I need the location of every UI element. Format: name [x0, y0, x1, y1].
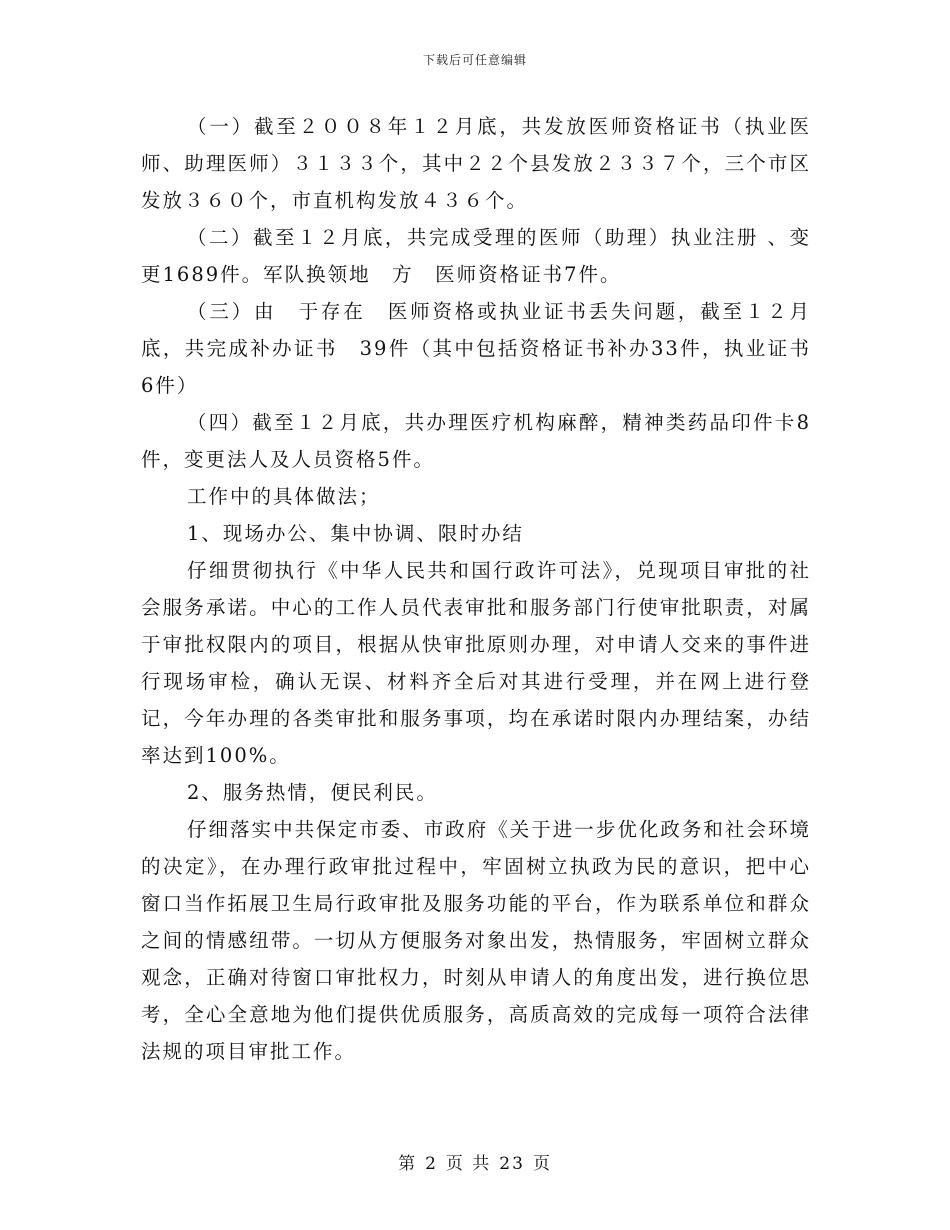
paragraph-2: （二）截至１２月底，共完成受理的医师（助理）执业注册 、变更1689件。军队换领地 方 医师资格证书7件。 [141, 226, 811, 286]
paragraph-9: 仔细落实中共保定市委、市政府《关于进一步优化政务和社会环境的决定》，在办理行政审批过程中，牢固树立执政为民的意识，把中心窗口当作拓展卫生局行政审批及服务功能的平台，作为联系单位和群众之间的情感纽带。一切从方便服务对象出发，热情服务，牢固树立群众观念，正确对待窗口审批权力，时刻从申请人的角度出发，进行换位思考，全心全意地为他们提供优质服务，高质高效的完成每一项符合法律法规的项目审批工作。 [141, 818, 811, 1063]
paragraph-4: （四）截至１２月底，共办理医疗机构麻醉，精神类药品印件卡8 件，变更法人及人员资格5件。 [141, 411, 811, 471]
paragraph-8: 2、服务热情，便民利民。 [187, 781, 438, 804]
paragraph-6: 1、现场办公、集中协调、限时办结 [187, 522, 524, 545]
page-prefix: 第 [398, 1154, 418, 1174]
document-body [141, 108, 811, 1070]
page-header: 下载后可任意编辑 [422, 53, 527, 67]
paragraph-5: 工作中的具体做法； [187, 485, 381, 508]
page-number: 2 [425, 1154, 438, 1174]
page-total: 23 [499, 1154, 525, 1174]
paragraph-7: 仔细贯彻执行《中华人民共和国行政许可法》，兑现项目审批的社会服务承诺。中心的工作人员代表审批和服务部门行使审批职责，对属于审批权限内的项目，根据从快审批原则办理，对申请人交来的事件进行现场审检，确认无误、材料齐全后对其进行受理，并在网上进行登记，今年办理的各类审批和服务事项，均在承诺时限内办理结案，办结率达到100%。 [141, 559, 811, 767]
paragraph-3: （三）由 于存在 医师资格或执业证书丢失问题，截至１２月底，共完成补办证书 39件（其中包括资格证书补办33件，执业证书6件） [141, 300, 811, 397]
page-middle: 页 共 [445, 1154, 492, 1174]
page-suffix: 页 [532, 1154, 552, 1174]
paragraph-1: （一）截至２００８年１２月底，共发放医师资格证书（执业医师、助理医师）３１３３个，其中２２个县发放２３３７个，三个市区发放３６０个，市直机构发放４３６个。 [141, 115, 811, 212]
page-footer [0, 1153, 950, 1175]
